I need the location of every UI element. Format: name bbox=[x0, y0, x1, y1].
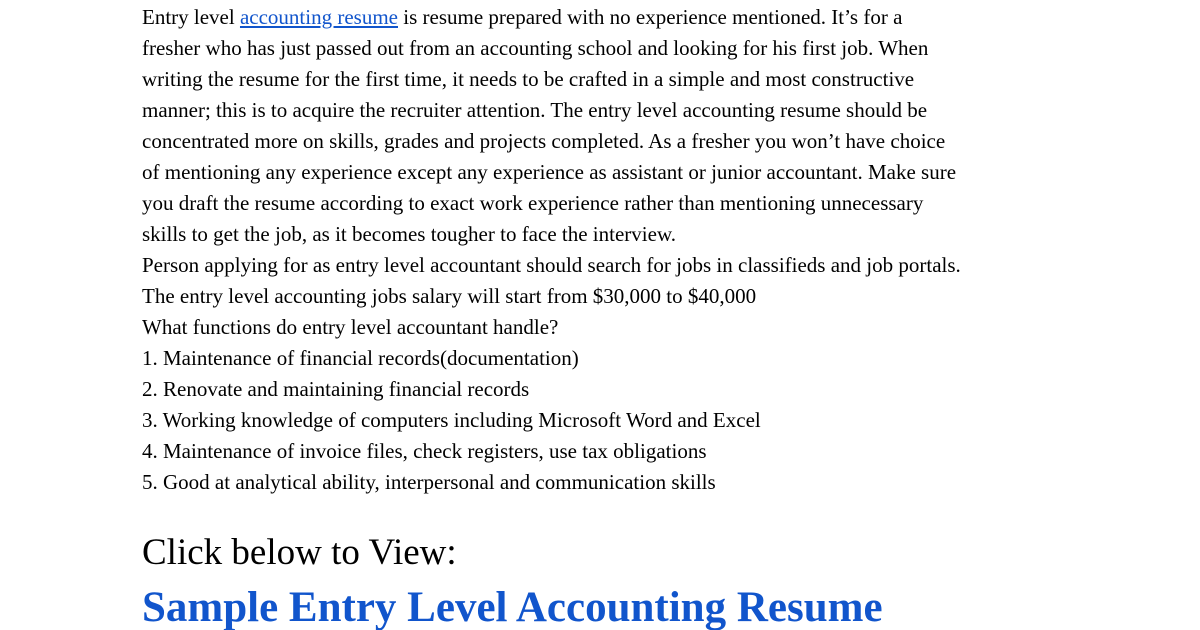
function-list-item: 4. Maintenance of invoice files, check registers, use tax obligations bbox=[142, 439, 707, 463]
intro-line: skills to get the job, as it becomes tougher to face the interview. bbox=[142, 222, 676, 246]
accounting-resume-link[interactable]: accounting resume bbox=[239, 5, 398, 29]
intro-line: of mentioning any experience except any experience as assistant or junior accountant. Make sure bbox=[142, 160, 957, 184]
intro-line: writing the resume for the first time, it needs to be crafted in a simple and most constructive bbox=[142, 67, 915, 91]
document-body bbox=[142, 2, 1142, 630]
function-list-item: 1. Maintenance of financial records(documentation) bbox=[142, 346, 579, 370]
intro-line-1-suffix: is resume prepared with no experience mentioned. It’s for a bbox=[398, 5, 903, 29]
functions-question: What functions do entry level accountant handle? bbox=[142, 315, 559, 339]
intro-line: manner; this is to acquire the recruiter attention. The entry level accounting resume should be bbox=[142, 98, 928, 122]
function-list-item: 5. Good at analytical ability, interpersonal and communication skills bbox=[142, 470, 716, 494]
intro-line: concentrated more on skills, grades and projects completed. As a fresher you won’t have choice bbox=[142, 129, 946, 153]
intro-line: you draft the resume according to exact work experience rather than mentioning unnecessary bbox=[142, 191, 924, 215]
salary-line: The entry level accounting jobs salary will start from $30,000 to $40,000 bbox=[142, 284, 757, 308]
view-heading: Click below to View: bbox=[142, 532, 457, 573]
function-list-item: 2. Renovate and maintaining financial records bbox=[142, 377, 530, 401]
jobs-line: Person applying for as entry level accountant should search for jobs in classifieds and job portals. bbox=[142, 253, 961, 277]
intro-line: fresher who has just passed out from an accounting school and looking for his first job. When bbox=[142, 36, 929, 60]
function-list-item: 3. Working knowledge of computers including Microsoft Word and Excel bbox=[142, 408, 761, 432]
sample-resume-link[interactable]: Sample Entry Level Accounting Resume bbox=[142, 584, 883, 630]
intro-prefix: Entry level bbox=[142, 5, 240, 29]
intro-line-1 bbox=[142, 2, 1142, 33]
